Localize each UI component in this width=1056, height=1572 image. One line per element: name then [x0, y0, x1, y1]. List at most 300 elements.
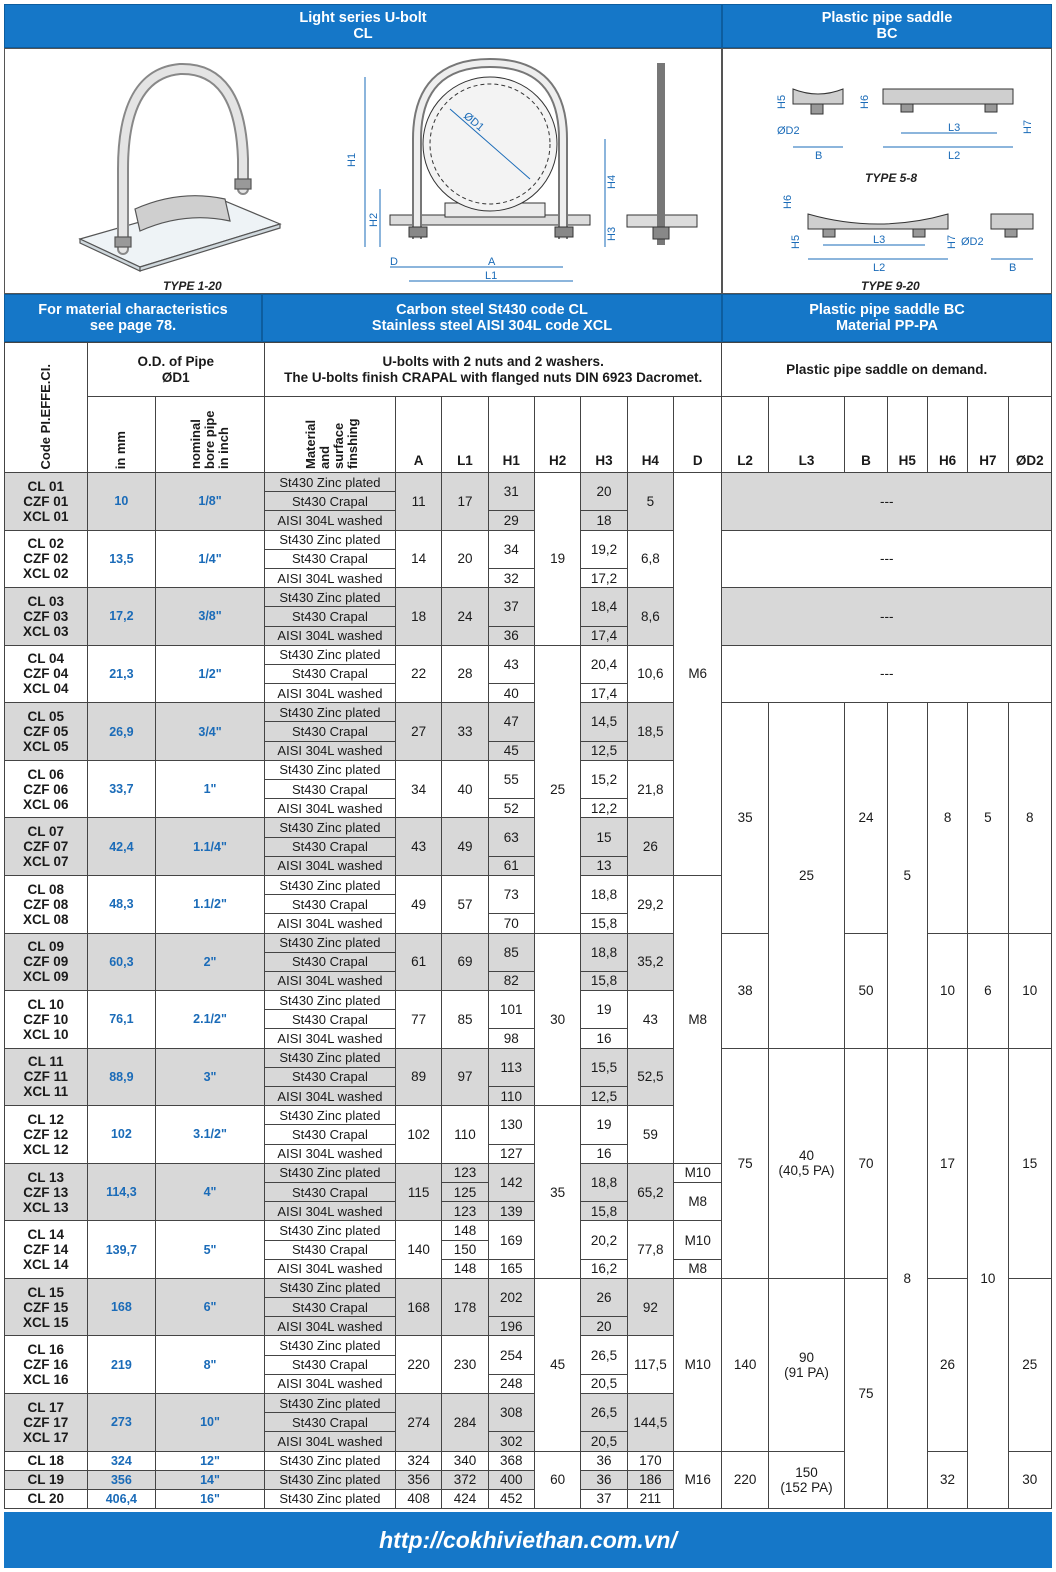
item-code: CL 19 [5, 1470, 88, 1489]
code-cl: CL 02 [27, 536, 65, 552]
a-value: 77 [395, 991, 441, 1049]
h3-value: 18,8 [581, 933, 627, 971]
h1-value: 196 [488, 1317, 534, 1336]
h1-value: 32 [488, 568, 534, 587]
material-cell: St430 Crapal [264, 1413, 395, 1432]
h2-value: 35 [534, 1106, 580, 1279]
code-czf: CZF 13 [23, 1184, 69, 1200]
a-value: 89 [395, 1048, 441, 1106]
code-xcl: XCL 10 [23, 1026, 69, 1042]
material-cell: St430 Zinc plated [264, 1278, 395, 1297]
h1-value: 169 [488, 1221, 534, 1259]
od-mm: 324 [87, 1451, 156, 1470]
label-l1: L1 [485, 270, 498, 282]
l1-value: 49 [442, 818, 488, 876]
item-code [5, 473, 88, 531]
od-inch: 3/4" [156, 703, 265, 761]
h3-value: 14,5 [581, 703, 627, 741]
h1-value: 47 [488, 703, 534, 741]
code-header-text: Code PI.EFFE.CI. [37, 363, 53, 469]
material-cell: AISI 304L washed [264, 568, 395, 587]
h1-value: 36 [488, 626, 534, 645]
od-mm: 13,5 [87, 530, 156, 588]
h3-value: 15,8 [581, 914, 627, 933]
material-cell: AISI 304L washed [264, 1317, 395, 1336]
label-a: A [488, 256, 496, 268]
l3-value [768, 1451, 845, 1508]
item-code [5, 1336, 88, 1394]
h4-value: 26 [627, 818, 673, 876]
material-cell: St430 Zinc plated [264, 645, 395, 664]
l3-pa: (40,5 PA) [778, 1163, 835, 1179]
h1-value: 130 [488, 1106, 534, 1144]
type-1-20-caption: TYPE 1-20 [163, 279, 222, 293]
h3-value: 18,8 [581, 1163, 627, 1201]
item-code [5, 1221, 88, 1279]
h4-value: 29,2 [627, 875, 673, 933]
table-row [5, 530, 1052, 549]
h6-value: 8 [927, 703, 967, 933]
material-note-line1: For material characteristics [38, 302, 228, 318]
material-cell: St430 Zinc plated [264, 1394, 395, 1413]
a-value: 14 [395, 530, 441, 588]
material-cell: St430 Zinc plated [264, 1106, 395, 1125]
l1-value: 123 [442, 1202, 488, 1221]
in-mm-text: in mm [113, 430, 129, 469]
material-cell: St430 Zinc plated [264, 1470, 395, 1489]
material-cell: AISI 304L washed [264, 914, 395, 933]
material-cell: St430 Zinc plated [264, 933, 395, 952]
material-cell: AISI 304L washed [264, 856, 395, 875]
saddle-dash: --- [722, 473, 1052, 531]
material-cell: St430 Crapal [264, 1355, 395, 1374]
material-cell: St430 Zinc plated [264, 875, 395, 894]
a-value: 324 [395, 1451, 441, 1470]
material-cell: AISI 304L washed [264, 971, 395, 990]
ubolt-code: CL [353, 26, 373, 42]
h1-value: 139 [488, 1202, 534, 1221]
d2-value: 8 [1008, 703, 1051, 933]
type-9-20-caption: TYPE 9-20 [861, 279, 920, 293]
material-cell: AISI 304L washed [264, 626, 395, 645]
h7-value: 5 [968, 703, 1008, 933]
h1-value: 308 [488, 1394, 534, 1432]
saddle-dash: --- [722, 530, 1052, 588]
l1-value: 424 [442, 1489, 488, 1508]
od-inch: 5" [156, 1221, 265, 1279]
item-code [5, 991, 88, 1049]
h1-value: 142 [488, 1163, 534, 1201]
od-mm: 26,9 [87, 703, 156, 761]
d2-value: 25 [1008, 1278, 1051, 1451]
code-xcl: XCL 09 [23, 969, 69, 985]
d-value: M8 [674, 1182, 722, 1220]
h3-value: 15,8 [581, 1202, 627, 1221]
od-mm: 406,4 [87, 1489, 156, 1508]
h6-value: 17 [927, 1048, 967, 1278]
od-mm: 42,4 [87, 818, 156, 876]
a-value: 140 [395, 1221, 441, 1279]
col-header-a: A [395, 397, 441, 473]
material-cell: AISI 304L washed [264, 799, 395, 818]
material-cell: St430 Crapal [264, 1298, 395, 1317]
h1-value: 113 [488, 1048, 534, 1086]
l1-value: 69 [442, 933, 488, 991]
h1-value: 165 [488, 1259, 534, 1278]
code-xcl: XCL 11 [23, 1084, 69, 1100]
item-code [5, 1048, 88, 1106]
material-cell: AISI 304L washed [264, 1202, 395, 1221]
material-cell: St430 Crapal [264, 780, 395, 799]
a-value: 408 [395, 1489, 441, 1508]
code-cl: CL 07 [27, 824, 65, 840]
item-code [5, 1106, 88, 1164]
od-mm: 17,2 [87, 588, 156, 646]
code-cl: CL 16 [27, 1342, 65, 1358]
h1-value: 248 [488, 1374, 534, 1393]
h5-value: 8 [887, 1048, 927, 1508]
d-value: M8 [674, 875, 722, 1163]
h3-value: 20,5 [581, 1374, 627, 1393]
h1-value: 45 [488, 741, 534, 760]
label-h7-b: H7 [946, 234, 958, 249]
od-inch: 6" [156, 1278, 265, 1336]
h1-value: 400 [488, 1470, 534, 1489]
code-czf: CZF 05 [23, 724, 69, 740]
material-cell: St430 Crapal [264, 837, 395, 856]
h3-value: 15,2 [581, 760, 627, 798]
label-b-a: B [815, 150, 823, 162]
code-xcl: XCL 13 [23, 1199, 69, 1215]
od-mm: 102 [87, 1106, 156, 1164]
od-inch: 16" [156, 1489, 265, 1508]
label-d2-b: ØD2 [961, 236, 984, 248]
h4-value: 43 [627, 991, 673, 1049]
h3-value: 36 [581, 1470, 627, 1489]
h3-value: 15 [581, 818, 627, 856]
code-xcl: XCL 16 [23, 1372, 69, 1388]
material-cell: St430 Zinc plated [264, 1336, 395, 1355]
d2-value: 30 [1008, 1451, 1051, 1508]
steel-header [262, 294, 722, 342]
l2-value: 35 [722, 703, 768, 933]
h1-value: 31 [488, 473, 534, 511]
code-czf: CZF 12 [23, 1126, 69, 1142]
item-code [5, 1163, 88, 1221]
ubolt-header [4, 4, 722, 48]
material-note-line2: see page 78. [89, 318, 177, 334]
od-inch: 10" [156, 1394, 265, 1452]
l3-value: 25 [768, 703, 845, 1048]
code-xcl: XCL 07 [23, 854, 69, 870]
h3-value: 15,5 [581, 1048, 627, 1086]
h1-value: 29 [488, 511, 534, 530]
l3-main: 90 [799, 1349, 815, 1365]
item-code [5, 530, 88, 588]
l1-value: 340 [442, 1451, 488, 1470]
od-mm: 273 [87, 1394, 156, 1452]
h1-value: 70 [488, 914, 534, 933]
steel-line2: Stainless steel AISI 304L code XCL [371, 318, 613, 334]
l1-value: 17 [442, 473, 488, 531]
code-czf: CZF 17 [23, 1414, 69, 1430]
label-l2-b: L2 [873, 262, 886, 274]
a-value: 11 [395, 473, 441, 531]
a-value: 27 [395, 703, 441, 761]
code-xcl: XCL 04 [23, 681, 69, 697]
h2-value: 60 [534, 1451, 580, 1508]
l3-value [768, 1278, 845, 1451]
h4-value: 170 [627, 1451, 673, 1470]
l1-value: 148 [442, 1259, 488, 1278]
table-row [5, 645, 1052, 664]
d2-value: 15 [1008, 1048, 1051, 1278]
h2-value: 45 [534, 1278, 580, 1451]
material-header [264, 397, 395, 473]
material-cell: AISI 304L washed [264, 1087, 395, 1106]
h3-value: 16,2 [581, 1259, 627, 1278]
steel-line1: Carbon steel St430 code CL [396, 302, 588, 318]
label-h1: H1 [346, 152, 358, 167]
col-header-dd2: ØD2 [1008, 397, 1051, 473]
label-d1: ØD1 [461, 110, 487, 134]
h4-value: 8,6 [627, 588, 673, 646]
code-xcl: XCL 08 [23, 911, 69, 927]
od-inch: 8" [156, 1336, 265, 1394]
saddle-material-header [722, 294, 1052, 342]
h4-value: 211 [627, 1489, 673, 1508]
item-code [5, 1278, 88, 1336]
d-value: M10 [674, 1221, 722, 1259]
h1-value: 254 [488, 1336, 534, 1374]
h3-value: 26 [581, 1278, 627, 1316]
material-cell: St430 Zinc plated [264, 473, 395, 492]
od-inch: 1/8" [156, 473, 265, 531]
h4-value: 6,8 [627, 530, 673, 588]
h3-value: 19,2 [581, 530, 627, 568]
material-cell: St430 Crapal [264, 1010, 395, 1029]
specification-table [4, 342, 1052, 1509]
code-czf: CZF 14 [23, 1242, 69, 1258]
od-inch: 1/4" [156, 530, 265, 588]
table-row [5, 473, 1052, 492]
label-h6-a: H6 [859, 94, 871, 109]
a-value: 274 [395, 1394, 441, 1452]
l1-value: 372 [442, 1470, 488, 1489]
col-header-h7: H7 [968, 397, 1008, 473]
h4-value: 77,8 [627, 1221, 673, 1279]
code-cl: CL 05 [27, 709, 65, 725]
h3-value: 20,2 [581, 1221, 627, 1259]
ubolt-isometric-icon [80, 69, 280, 271]
d-value: M16 [674, 1451, 722, 1508]
l1-value: 110 [442, 1106, 488, 1164]
h3-value: 20 [581, 1317, 627, 1336]
h4-value: 52,5 [627, 1048, 673, 1106]
h3-value: 26,5 [581, 1336, 627, 1374]
material-cell: St430 Zinc plated [264, 1489, 395, 1508]
material-cell: St430 Zinc plated [264, 530, 395, 549]
item-code [5, 875, 88, 933]
label-h5-b: H5 [790, 234, 802, 249]
od-inch: 14" [156, 1470, 265, 1489]
a-value: 115 [395, 1163, 441, 1221]
col-header-h3: H3 [581, 397, 627, 473]
l1-value: 125 [442, 1182, 488, 1201]
h4-value: 59 [627, 1106, 673, 1164]
l1-value: 148 [442, 1221, 488, 1240]
l2-value: 38 [722, 933, 768, 1048]
col-header-h2: H2 [534, 397, 580, 473]
code-xcl: XCL 14 [23, 1257, 69, 1273]
h1-value: 202 [488, 1278, 534, 1316]
od-mm: 356 [87, 1470, 156, 1489]
h1-value: 98 [488, 1029, 534, 1048]
code-cl: CL 04 [27, 651, 65, 667]
od-inch: 3" [156, 1048, 265, 1106]
d2-value: 10 [1008, 933, 1051, 1048]
h1-value: 40 [488, 684, 534, 703]
saddle-mat-line2: Material PP-PA [835, 318, 939, 334]
h3-value: 12,5 [581, 1087, 627, 1106]
od-inch: 2" [156, 933, 265, 991]
od-inch: 3/8" [156, 588, 265, 646]
h3-value: 17,4 [581, 626, 627, 645]
d-value: M10 [674, 1278, 722, 1451]
h3-value: 20,5 [581, 1432, 627, 1451]
l3-main: 40 [799, 1148, 815, 1164]
material-cell: AISI 304L washed [264, 511, 395, 530]
a-value: 102 [395, 1106, 441, 1164]
h1-value: 73 [488, 875, 534, 913]
material-cell: St430 Crapal [264, 1125, 395, 1144]
saddle-mat-line1: Plastic pipe saddle BC [809, 302, 965, 318]
col-header-h1: H1 [488, 397, 534, 473]
in-mm-header [87, 397, 156, 473]
a-value: 43 [395, 818, 441, 876]
a-value: 34 [395, 760, 441, 818]
h4-value: 186 [627, 1470, 673, 1489]
material-cell: St430 Zinc plated [264, 760, 395, 779]
od-mm: 139,7 [87, 1221, 156, 1279]
col-header-h5: H5 [887, 397, 927, 473]
saddle-note: Plastic pipe saddle on demand. [722, 343, 1052, 397]
item-code [5, 760, 88, 818]
od-mm: 21,3 [87, 645, 156, 703]
col-header-h6: H6 [927, 397, 967, 473]
label-h7-a: H7 [1022, 119, 1034, 134]
h3-value: 16 [581, 1029, 627, 1048]
label-d: D [390, 256, 398, 268]
label-d2-a: ØD2 [777, 125, 800, 137]
code-cl: CL 01 [27, 478, 65, 494]
od-mm: 219 [87, 1336, 156, 1394]
code-czf: CZF 07 [23, 839, 69, 855]
material-cell: St430 Zinc plated [264, 1451, 395, 1470]
h3-value: 12,2 [581, 799, 627, 818]
material-note-header [4, 294, 262, 342]
nominal-header [156, 397, 265, 473]
h4-value: 18,5 [627, 703, 673, 761]
od-mm: 88,9 [87, 1048, 156, 1106]
table-row [5, 588, 1052, 607]
col-header-h4: H4 [627, 397, 673, 473]
h2-value: 19 [534, 473, 580, 646]
material-cell: AISI 304L washed [264, 1432, 395, 1451]
material-cell: St430 Zinc plated [264, 818, 395, 837]
code-cl: CL 17 [27, 1399, 65, 1415]
saddle-code: BC [876, 26, 898, 42]
code-czf: CZF 01 [23, 493, 69, 509]
h1-value: 61 [488, 856, 534, 875]
h2-value: 25 [534, 645, 580, 933]
material-cell: AISI 304L washed [264, 1144, 395, 1163]
h1-value: 368 [488, 1451, 534, 1470]
label-l3-a: L3 [948, 122, 961, 134]
h4-value: 5 [627, 473, 673, 531]
a-value: 168 [395, 1278, 441, 1336]
h3-value: 20 [581, 473, 627, 511]
label-h2: H2 [368, 212, 380, 227]
l1-value: 230 [442, 1336, 488, 1394]
a-value: 49 [395, 875, 441, 933]
od-mm: 48,3 [87, 875, 156, 933]
item-code [5, 703, 88, 761]
code-xcl: XCL 06 [23, 796, 69, 812]
od-inch: 1.1/2" [156, 875, 265, 933]
h7-value: 10 [968, 1048, 1008, 1508]
footer-url[interactable]: http://cokhiviethan.com.vn/ [4, 1512, 1052, 1568]
code-czf: CZF 06 [23, 781, 69, 797]
material-cell: St430 Crapal [264, 549, 395, 568]
item-code [5, 588, 88, 646]
l1-value: 24 [442, 588, 488, 646]
code-czf: CZF 11 [23, 1069, 68, 1085]
col-header-d: D [674, 397, 722, 473]
h1-value: 52 [488, 799, 534, 818]
h3-value: 12,5 [581, 741, 627, 760]
col-header-b: B [845, 397, 887, 473]
h3-value: 26,5 [581, 1394, 627, 1432]
l1-value: 97 [442, 1048, 488, 1106]
label-l2-a: L2 [948, 150, 961, 162]
l3-pa: (91 PA) [784, 1364, 829, 1380]
code-xcl: XCL 17 [23, 1429, 69, 1445]
material-cell: St430 Crapal [264, 1240, 395, 1259]
l1-value: 123 [442, 1163, 488, 1182]
l1-value: 178 [442, 1278, 488, 1336]
h1-value: 55 [488, 760, 534, 798]
h3-value: 20,4 [581, 645, 627, 683]
label-l3-b: L3 [873, 234, 886, 246]
h1-value: 37 [488, 588, 534, 626]
h3-value: 19 [581, 991, 627, 1029]
ubolt-title: Light series U-bolt [299, 10, 427, 26]
b-value: 75 [845, 1278, 887, 1508]
a-value: 220 [395, 1336, 441, 1394]
item-code: CL 20 [5, 1489, 88, 1508]
item-code [5, 933, 88, 991]
h3-value: 16 [581, 1144, 627, 1163]
l3-pa: (152 PA) [780, 1479, 833, 1495]
nominal-text: nominal bore pipe in inch [188, 410, 232, 469]
material-cell: St430 Zinc plated [264, 1221, 395, 1240]
material-cell: AISI 304L washed [264, 1029, 395, 1048]
h1-value: 43 [488, 645, 534, 683]
od-mm: 114,3 [87, 1163, 156, 1221]
h1-value: 85 [488, 933, 534, 971]
material-cell: AISI 304L washed [264, 741, 395, 760]
